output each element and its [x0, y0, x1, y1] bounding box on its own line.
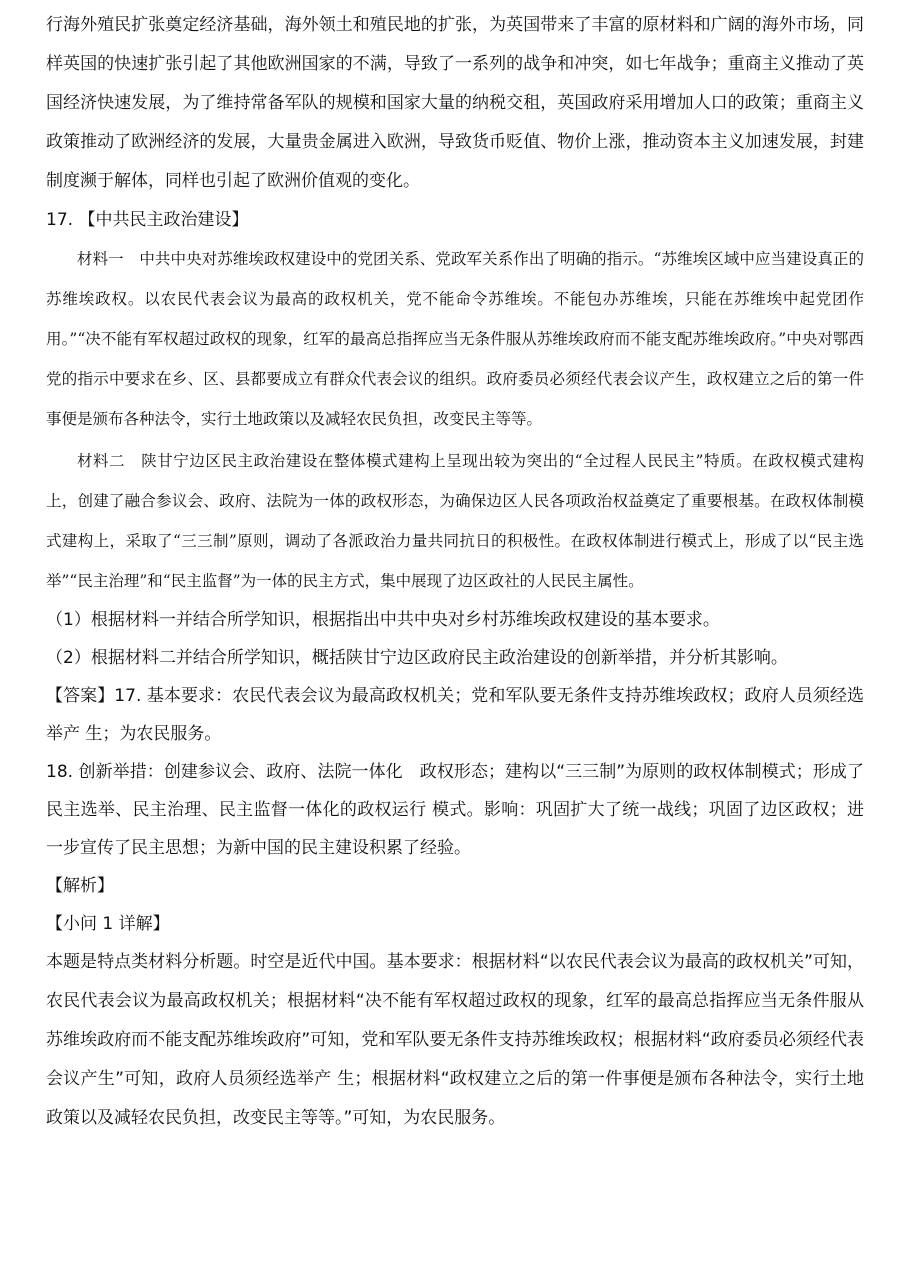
material-two: 材料二 陕甘宁边区民主政治建设在整体模式建构上呈现出较为突出的“全过程人民民主”特质。在政权模式建构上，创建了融合参议会、政府、法院为一体的政权形态，为确保边区人民各项政治权益奠定了重要根基。在政权体制模式建构上，采取了“三三制”原则，调动了各派政治力量共同抗日的积极性。在政权体制进行模式上，形成了以“民主选举”“民主治理”和“民主监督”为一体的民主方式，集中展现了边区政社的人民民主属性。	[46, 452, 864, 590]
sub-question-1: （1）根据材料一并结合所学知识，根据指出中共中央对乡村苏维埃政权建设的基本要求。	[46, 610, 720, 630]
sub-question-2: （2）根据材料二并结合所学知识，概括陕甘宁边区政府民主政治建设的创新举措，并分析其影响。	[46, 648, 788, 668]
sub-detail-heading: 【小问 1 详解】	[46, 914, 170, 934]
document-page	[46, 0, 864, 1138]
answer-18: 18. 创新举措：创建参议会、政府、法院一体化 政权形态；建构以“三三制”为原则的政权体制模式；形成了民主选举、民主治理、民主监督一体化的政权运行 模式。影响：巩固扩大了统一战线；巩固了边区政权；进一步宣传了民主思想；为新中国的民主建设积累了经验。	[46, 762, 864, 858]
material-one: 材料一 中共中央对苏维埃政权建设中的党团关系、党政军关系作出了明确的指示。“苏维埃区域中应当建设真正的苏维埃政权。以农民代表会议为最高的政权机关，党不能命令苏维埃。不能包办苏维埃，只能在苏维埃中起党团作用。”“决不能有军权超过政权的现象，红军的最高总指挥应当无条件服从苏维埃政府而不能支配苏维埃政府。”中央对鄂西党的指示中要求在乡、区、县都要成立有群众代表会议的组织。政府委员必须经代表会议产生，政权建立之后的第一件事便是颁布各种法令，实行土地政策以及减轻农民负担，改变民主等等。	[46, 250, 864, 428]
intro-paragraph: 行海外殖民扩张奠定经济基础，海外领土和殖民地的扩张，为英国带来了丰富的原材料和广阔的海外市场，同样英国的快速扩张引起了其他欧洲国家的不满，导致了一系列的战争和冲突，如七年战争；重商主义推动了英国经济快速发展，为了维持常备军队的规模和国家大量的纳税交租，英国政府采用增加人口的政策；重商主义政策推动了欧洲经济的发展，大量贵金属进入欧洲，导致货币贬值、物价上涨，推动资本主义加速发展，封建制度濒于解体，同样也引起了欧洲价值观的变化。	[46, 15, 864, 191]
analysis-body: 本题是特点类材料分析题。时空是近代中国。基本要求：根据材料“以农民代表会议为最高的政权机关”可知，农民代表会议为最高政权机关；根据材料“决不能有军权超过政权的现象，红军的最高总指挥应当无条件服从苏维埃政府而不能支配苏维埃政府”可知，党和军队要无条件支持苏维埃政权；根据材料“政府委员必须经代表会议产生”可知，政府人员须经选举产 生；根据材料“政权建立之后的第一件事便是颁布各种法令，实行土地政策以及减轻农民负担，改变民主等等。”可知，为农民服务。	[46, 952, 864, 1128]
question-heading: 17. 【中共民主政治建设】	[46, 210, 249, 230]
analysis-heading: 【解析】	[46, 876, 114, 896]
answer-17: 【答案】17. 基本要求：农民代表会议为最高政权机关；党和军队要无条件支持苏维埃政权；政府人员须经选举产 生；为农民服务。	[46, 686, 864, 744]
